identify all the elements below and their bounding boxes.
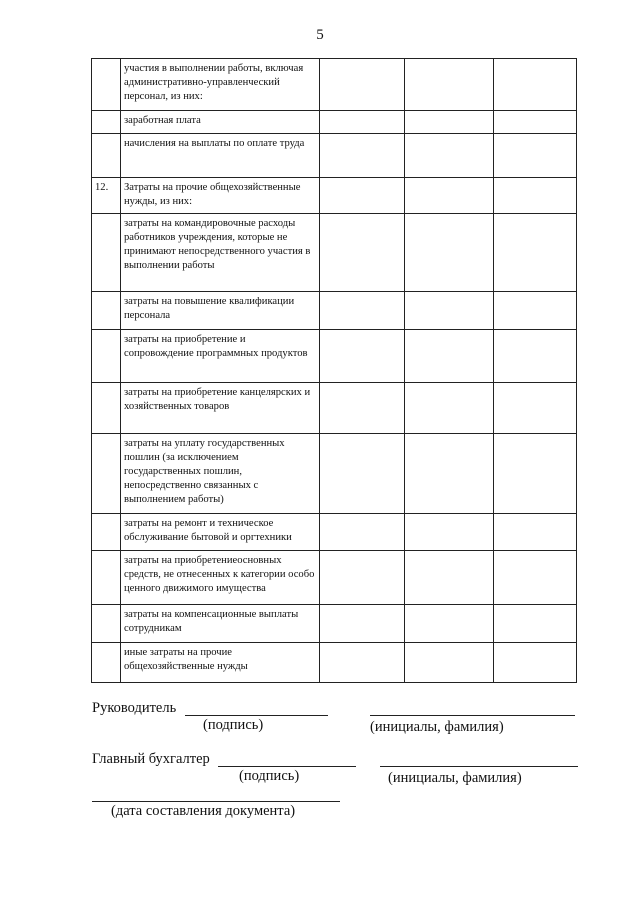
value-cell — [494, 605, 577, 643]
value-cell — [405, 605, 494, 643]
value-cell — [405, 383, 494, 434]
row-description: затраты на командировочные расходы работников учреждения, которые не принимают непосредственного участия в выполнении работы — [121, 214, 320, 292]
value-cell — [320, 434, 405, 514]
table-row — [92, 292, 577, 330]
head-label: Руководитель — [92, 700, 177, 716]
accountant-sign-caption: (подпись) — [239, 768, 300, 784]
value-cell — [320, 292, 405, 330]
value-cell — [320, 59, 405, 111]
value-cell — [320, 111, 405, 134]
row-description: затраты на компенсационные выплаты сотрудникам — [121, 605, 320, 643]
value-cell — [405, 330, 494, 383]
accountant-name-line — [380, 766, 578, 767]
row-number — [92, 383, 121, 434]
table-row — [92, 111, 577, 134]
value-cell — [494, 214, 577, 292]
row-number — [92, 214, 121, 292]
value-cell — [320, 330, 405, 383]
row-number — [92, 434, 121, 514]
value-cell — [405, 178, 494, 214]
table-row — [92, 59, 577, 111]
row-description: затраты на приобретениеосновных средств, не отнесенных к категории особо ценного движимого имущества — [121, 551, 320, 605]
value-cell — [494, 643, 577, 683]
value-cell — [320, 178, 405, 214]
table-row — [92, 643, 577, 683]
row-description: Затраты на прочие общехозяйственные нужды, из них: — [121, 178, 320, 214]
row-description: иные затраты на прочие общехозяйственные нужды — [121, 643, 320, 683]
row-description: участия в выполнении работы, включая административно-управленческий персонал, из них: — [121, 59, 320, 111]
date-caption: (дата составления документа) — [111, 803, 296, 819]
value-cell — [320, 214, 405, 292]
value-cell — [405, 434, 494, 514]
head-name-line — [370, 715, 575, 716]
value-cell — [320, 514, 405, 551]
value-cell — [405, 59, 494, 111]
row-number — [92, 292, 121, 330]
value-cell — [494, 551, 577, 605]
table-row — [92, 383, 577, 434]
value-cell — [320, 605, 405, 643]
table-row — [92, 434, 577, 514]
row-number — [92, 551, 121, 605]
head-name-caption: (инициалы, фамилия) — [370, 719, 504, 735]
table-row — [92, 134, 577, 178]
value-cell — [494, 178, 577, 214]
table-row — [92, 605, 577, 643]
row-description: затраты на повышение квалификации персонала — [121, 292, 320, 330]
head-signature-line — [185, 715, 328, 716]
table-row — [92, 330, 577, 383]
value-cell — [320, 643, 405, 683]
row-description: затраты на приобретение канцелярских и хозяйственных товаров — [121, 383, 320, 434]
accountant-name-caption: (инициалы, фамилия) — [388, 770, 522, 786]
value-cell — [494, 383, 577, 434]
table-row — [92, 551, 577, 605]
value-cell — [405, 643, 494, 683]
row-number — [92, 59, 121, 111]
page-number: 5 — [316, 27, 324, 43]
value-cell — [494, 514, 577, 551]
accountant-signature-line — [218, 766, 356, 767]
table-row — [92, 514, 577, 551]
row-number — [92, 330, 121, 383]
row-number — [92, 134, 121, 178]
row-number — [92, 514, 121, 551]
row-description: затраты на ремонт и техническое обслуживание бытовой и оргтехники — [121, 514, 320, 551]
value-cell — [405, 292, 494, 330]
row-description: заработная плата — [121, 111, 320, 134]
row-description: начисления на выплаты по оплате труда — [121, 134, 320, 178]
value-cell — [494, 111, 577, 134]
head-sign-caption: (подпись) — [203, 717, 264, 733]
value-cell — [405, 134, 494, 178]
table-row — [92, 214, 577, 292]
row-description: затраты на приобретение и сопровождение программных продуктов — [121, 330, 320, 383]
value-cell — [494, 134, 577, 178]
row-number — [92, 643, 121, 683]
row-number — [92, 111, 121, 134]
value-cell — [494, 434, 577, 514]
value-cell — [405, 214, 494, 292]
value-cell — [494, 59, 577, 111]
value-cell — [405, 514, 494, 551]
row-description: затраты на уплату государственных пошлин (за исключением государственных пошлин, непосредственно связанных с выполнением работы) — [121, 434, 320, 514]
row-number: 12. — [92, 178, 121, 214]
cost-table — [91, 58, 577, 683]
value-cell — [405, 111, 494, 134]
value-cell — [494, 292, 577, 330]
value-cell — [405, 551, 494, 605]
date-line — [92, 801, 340, 802]
accountant-label: Главный бухгалтер — [92, 751, 210, 767]
row-number — [92, 605, 121, 643]
value-cell — [494, 330, 577, 383]
table-row — [92, 178, 577, 214]
value-cell — [320, 134, 405, 178]
value-cell — [320, 383, 405, 434]
value-cell — [320, 551, 405, 605]
